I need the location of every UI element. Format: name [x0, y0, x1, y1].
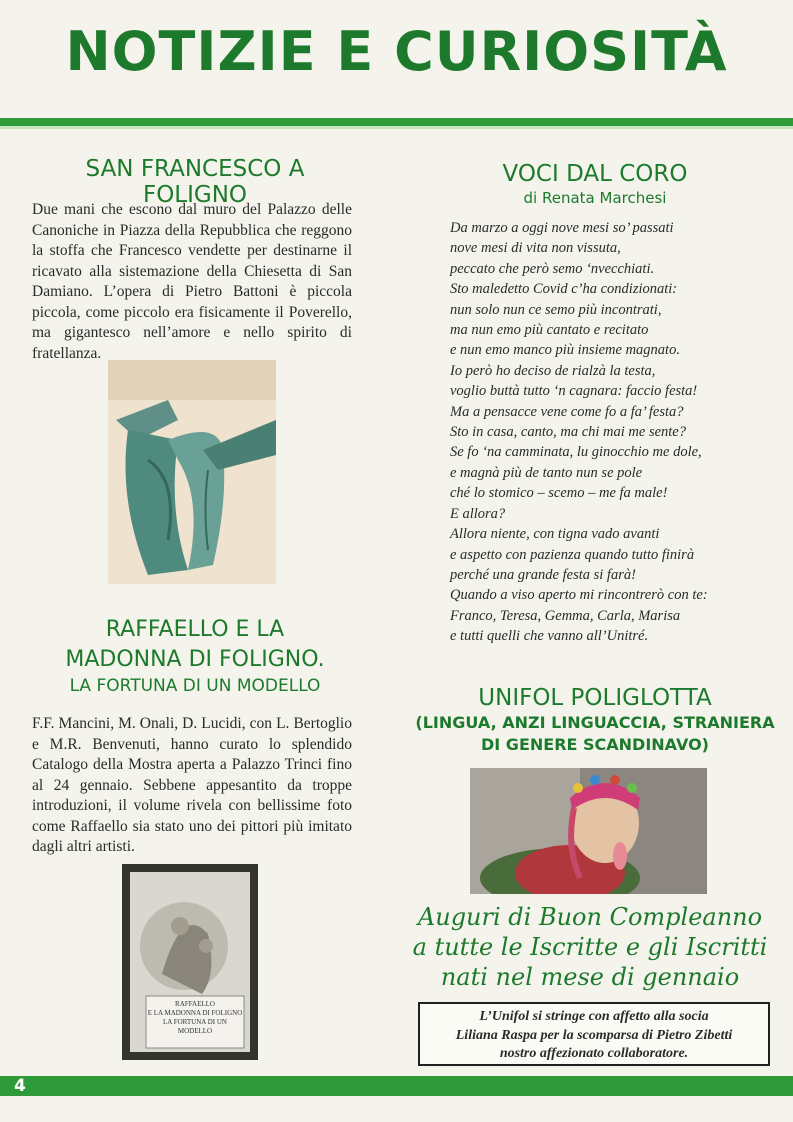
poem-verse: ché lo stomico – scemo – me fa male! — [450, 485, 668, 502]
poem-verse: e magnà più de tanto nun se pole — [450, 464, 643, 481]
sculpture-photo — [108, 360, 276, 584]
poem-verse: nun solo nun ce semo più incontrati, — [450, 301, 662, 318]
poem-verse: Se fo ‘na camminata, lu ginocchio me dole, — [450, 444, 702, 461]
poem-verse: Sto maledetto Covid c’ha condizionati: — [450, 281, 678, 298]
bottom-rule — [0, 1076, 793, 1096]
top-rule-shadow — [0, 126, 793, 129]
poem-verse: e tutti quelli che vanno all’Unitré. — [450, 628, 649, 645]
san-francesco-text: Due mani che escono dal muro del Palazzo delle Canoniche in Piazza della Repubblica che reggono la stoffa che Francesco vendette per destinarne il ricavato alla sistemazione della Chiesetta di San Damiano. L’opera di Pietro Battoni è piccola piccola, come piccolo era fisicamente il Poverello, ma gigantesco nell’amore e nello spirito di fratellanza. — [32, 201, 352, 362]
voci-byline: di Renata Marchesi — [523, 189, 667, 207]
cover-tagline: LA FORTUNA DI UN MODELLO — [163, 1018, 227, 1035]
cover-title: RAFFAELLO — [175, 1000, 215, 1008]
poem-verse: e nun emo manco più insieme magnato. — [450, 342, 680, 359]
poem-verse: Franco, Teresa, Gemma, Carla, Marisa — [450, 607, 681, 624]
notice-line1: L’Unifol si stringe con affetto alla socia — [479, 1009, 709, 1024]
san-francesco-title: SAN FRANCESCO A FOLIGNO — [85, 156, 305, 208]
poem-verse: perché una grande festa si farà! — [450, 566, 636, 583]
poem-verse: Io però ho deciso de rialzà la testa, — [450, 362, 656, 379]
birthday-line3: nati nel mese di gennaio — [440, 963, 740, 991]
poem-verse: ma nun emo più cantato e recitato — [450, 322, 649, 339]
unifol-title: UNIFOL POLIGLOTTA — [478, 685, 712, 711]
poem-verse: Ma a pensacce vene come fo a fa’ festa? — [450, 403, 684, 420]
birthday-line2: a tutte le Iscritte e gli Iscritti — [412, 933, 768, 961]
poem-verse: E allora? — [450, 505, 506, 522]
notice-line2: Liliana Raspa per la scomparsa di Pietro Zibetti — [455, 1027, 733, 1043]
birthday-line1: Auguri di Buon Compleanno — [417, 903, 763, 931]
woman-tongue-photo — [470, 768, 707, 894]
condolence-notice — [418, 1002, 770, 1066]
raffaello-text: F.F. Mancini, M. Onali, D. Lucidi, con L. Bertoglio e M.R. Benvenuti, hanno curato lo splendido Catalogo della Mostra aperta a Palazzo Trinci fino al 24 gennaio. Sebbene appesantito da troppe introduzioni, il volume rivela con bellissime foto come Raffaello sia stato uno dei pittori più imitato dagli altri artisti. — [32, 715, 352, 855]
poem — [450, 218, 750, 647]
poem-verse: Allora niente, con tigna vado avanti — [450, 526, 660, 543]
unifol-subtitle-line2: DI GENERE SCANDINAVO) — [481, 735, 709, 754]
notice-line3: nostro affezionato collaboratore. — [499, 1046, 689, 1061]
page-title: NOTIZIE E CURIOSITÀ — [65, 20, 728, 83]
voci-title: VOCI DAL CORO — [502, 161, 688, 187]
poem-verse: Da marzo a oggi nove mesi so’ passati — [450, 220, 674, 236]
page-number: 4 — [14, 1076, 26, 1096]
poem-verse: nove mesi di vita non vissuta, — [450, 240, 621, 257]
poem-verse: peccato che però semo ‘nvecchiati. — [450, 260, 655, 277]
poem-verse: Sto in casa, canto, ma chi mai me sente? — [450, 424, 686, 441]
cover-subtitle: E LA MADONNA DI FOLIGNO — [147, 1009, 243, 1017]
raffaello-title-line1: RAFFAELLO E LA — [105, 617, 285, 642]
raffaello-title-line2: MADONNA DI FOLIGNO. — [65, 647, 325, 672]
poem-verse: Quando a viso aperto mi rincontrerò con te: — [450, 587, 708, 604]
poem-verse: voglio buttà tutto ‘n cagnara: faccio festa! — [450, 383, 698, 400]
poem-verse: e aspetto con pazienza quando tutto finirà — [450, 546, 695, 563]
unifol-subtitle-line1: (LINGUA, ANZI LINGUACCIA, STRANIERA — [415, 713, 775, 732]
top-rule — [0, 118, 793, 126]
catalogue-cover-photo — [122, 864, 258, 1060]
raffaello-subtitle: LA FORTUNA DI UN MODELLO — [69, 676, 321, 696]
birthday-greeting — [405, 902, 775, 992]
